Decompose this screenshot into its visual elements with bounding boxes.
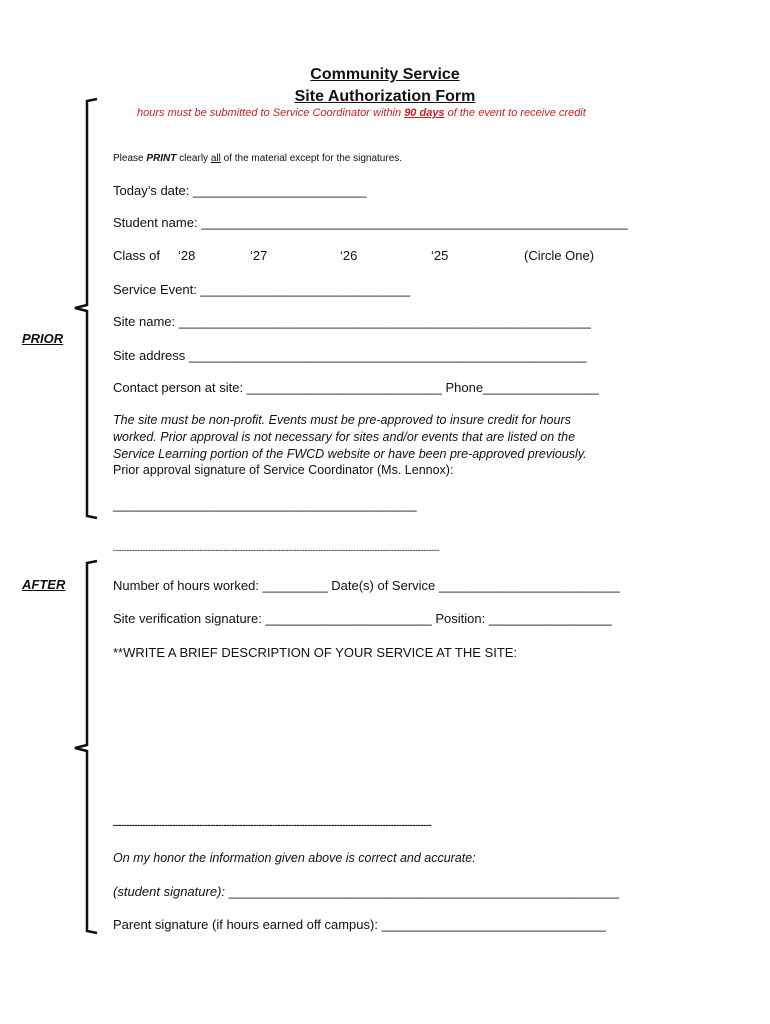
section-divider: ------------------------------------------------------------------------------------------------------------------------- bbox=[113, 545, 440, 555]
deadline-days: 90 days bbox=[404, 107, 445, 119]
hours-worked-field: Number of hours worked: _________ Date(s) of Service _________________________ bbox=[113, 578, 620, 593]
honor-statement: On my honor the information given above is correct and accurate: bbox=[113, 851, 476, 865]
after-bracket bbox=[75, 561, 97, 933]
class-option-25: ‘25 bbox=[431, 248, 449, 263]
contact-person-field: Contact person at site: ___________________________ Phone________________ bbox=[113, 380, 599, 395]
approval-note-line-2: worked. Prior approval is not necessary for sites and/or events that are listed on the bbox=[113, 430, 576, 444]
approval-note-line-3: Service Learning portion of the FWCD website or have been pre-approved previously. bbox=[113, 447, 587, 461]
form-title: Community Service bbox=[310, 66, 460, 83]
student-signature-field: (student signature): ______________________________________________________ bbox=[113, 884, 620, 899]
service-event-field: Service Event: _____________________________ bbox=[113, 282, 411, 297]
class-option-27: ‘27 bbox=[250, 248, 268, 263]
form-subtitle: Site Authorization Form bbox=[294, 88, 476, 105]
parent-signature-field: Parent signature (if hours earned off campus): _______________________________ bbox=[113, 917, 606, 932]
todays-date-field: Today’s date: ________________________ bbox=[113, 183, 367, 198]
description-prompt: **WRITE A BRIEF DESCRIPTION OF YOUR SERVICE AT THE SITE: bbox=[113, 645, 518, 660]
circle-one-note: (Circle One) bbox=[524, 248, 595, 263]
signature-divider: ---------------------------------------------------------------------------------------------------------------------- bbox=[113, 820, 432, 830]
site-address-field: Site address _______________________________________________________ bbox=[113, 348, 587, 363]
class-option-28: ‘28 bbox=[178, 248, 196, 263]
class-option-26: ‘26 bbox=[340, 248, 358, 263]
after-label: AFTER bbox=[22, 577, 66, 592]
site-verification-field: Site verification signature: _______________________ Position: _________________ bbox=[113, 611, 612, 626]
prior-bracket bbox=[75, 99, 97, 518]
site-name-field: Site name: _________________________________________________________ bbox=[113, 314, 591, 329]
approval-signature-label: Prior approval signature of Service Coordinator (Ms. Lennox): bbox=[113, 463, 454, 477]
student-name-field: Student name: ___________________________________________________________ bbox=[113, 215, 628, 230]
approval-signature-line: __________________________________________ bbox=[113, 497, 417, 512]
prior-label: PRIOR bbox=[22, 331, 64, 346]
class-of-label: Class of bbox=[113, 248, 160, 263]
print-instructions: Please PRINT clearly all of the material except for the signatures. bbox=[113, 153, 403, 164]
approval-note-line-1: The site must be non-profit. Events must be pre-approved to insure credit for hours bbox=[113, 413, 571, 427]
deadline-notice: hours must be submitted to Service Coordinator within 90 days of the event to receive credit bbox=[137, 107, 586, 119]
